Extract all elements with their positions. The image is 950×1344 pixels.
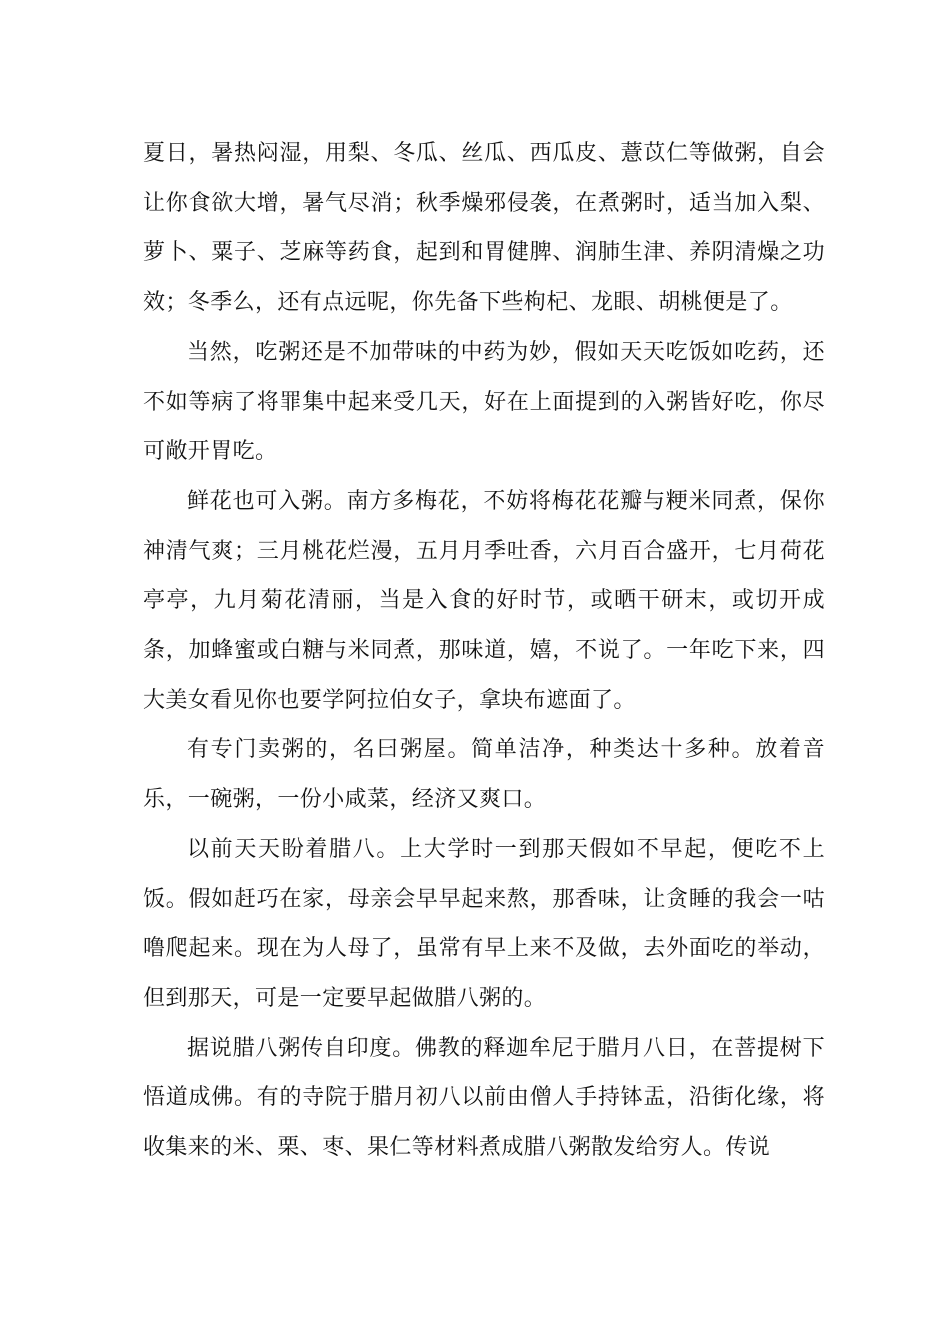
paragraph-summer-autumn: 夏日，暑热闷湿，用梨、冬瓜、丝瓜、西瓜皮、薏苡仁等做粥，自会让你食欲大增，暑气尽消；秋季燥邪侵袭，在煮粥时，适当加入梨、萝卜、粟子、芝麻等药食，起到和胃健脾、润肺生津、养阴清燥之功效；冬季么，还有点远呢，你先备下些枸杞、龙眼、胡桃便是了。 [143,141,825,316]
paragraph-laba-memory: 以前天天盼着腊八。上大学时一到那天假如不早起，便吃不上饭。假如赶巧在家，母亲会早早起来熬，那香味，让贪睡的我会一咕噜爬起来。现在为人母了，虽常有早上来不及做，去外面吃的举动，但到那天，可是一定要早起做腊八粥的。 [143,836,825,1011]
paragraph-laba-origin: 据说腊八粥传自印度。佛教的释迦牟尼于腊月八日，在菩提树下悟道成佛。有的寺院于腊月初八以前由僧人手持钵盂，沿街化缘，将收集来的米、栗、枣、果仁等材料煮成腊八粥散发给穷人。传说 [143,1035,825,1161]
paragraph-congee-house: 有专门卖粥的，名曰粥屋。简单洁净，种类达十多种。放着音乐，一碗粥，一份小咸菜，经济又爽口。 [143,737,825,813]
document-body [143,129,825,1173]
paragraph-medicine: 当然，吃粥还是不加带味的中药为妙，假如天天吃饭如吃药，还不如等病了将罪集中起来受几天，好在上面提到的入粥皆好吃，你尽可敞开胃吃。 [143,339,825,465]
paragraph-flowers: 鲜花也可入粥。南方多梅花，不妨将梅花花瓣与粳米同煮，保你神清气爽；三月桃花烂漫，五月月季吐香，六月百合盛开，七月荷花亭亭，九月菊花清丽，当是入食的好时节，或晒干研末，或切开成条，加蜂蜜或白糖与米同煮，那味道，嬉，不说了。一年吃下来，四大美女看见你也要学阿拉伯女子，拿块布遮面了。 [143,488,825,713]
